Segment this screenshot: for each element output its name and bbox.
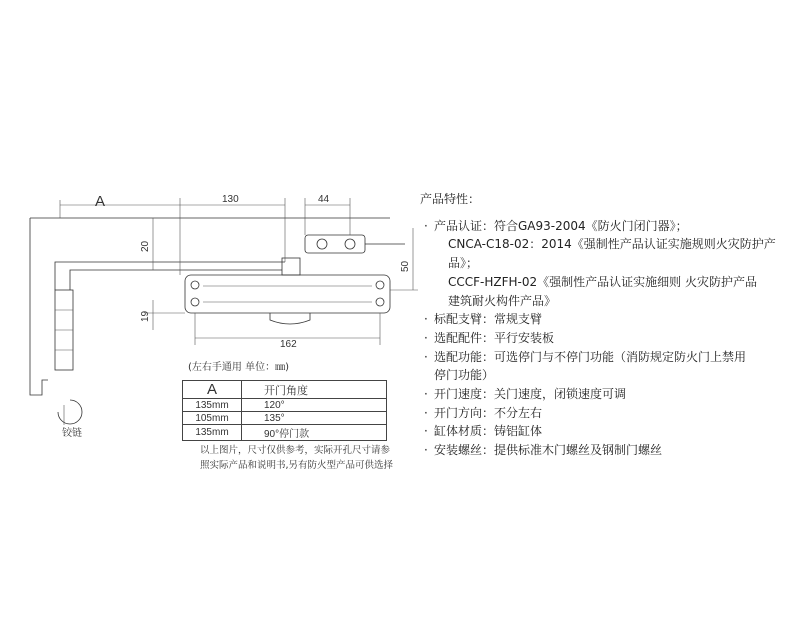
table-cell: 135mm — [183, 399, 242, 412]
feature-item — [420, 404, 800, 423]
bullet: · — [424, 387, 428, 402]
closer-body — [185, 275, 390, 313]
feature-item — [420, 329, 800, 348]
bullet: · — [424, 312, 428, 327]
size-note — [200, 443, 410, 473]
bullet: · — [424, 405, 428, 420]
features-title: 产品特性： — [420, 192, 481, 206]
feature-line: 选配功能：可选停门与不停门功能（消防规定防火门上禁用 — [434, 349, 747, 364]
feature-item — [420, 348, 800, 385]
feature-line: 产品认证：符合GA93-2004《防火门闭门器》； — [434, 218, 688, 233]
size-note-line: 以上图片，尺寸仅供参考，实际开孔尺寸请参 — [200, 445, 391, 456]
dim-20: 20 — [140, 240, 151, 252]
feature-item — [420, 422, 800, 441]
feature-item — [420, 441, 800, 460]
closer-valve — [270, 313, 310, 324]
bullet: · — [424, 349, 428, 364]
table-cell: 135mm — [183, 425, 242, 441]
dim-44: 44 — [318, 194, 330, 205]
dim-50: 50 — [400, 260, 411, 272]
feature-item — [420, 310, 800, 329]
product-features — [420, 190, 800, 460]
unit-note: (左右手通用 单位：㎜) — [188, 362, 289, 373]
table-header-row — [183, 381, 387, 399]
table-row — [183, 412, 387, 425]
feature-line: 选配配件：平行安装板 — [434, 330, 555, 345]
dim-19: 19 — [140, 310, 151, 322]
arm-bottom — [70, 270, 282, 290]
feature-line: CNCA-C18-02：2014《强制性产品认证实施规则火灾防护产品》； — [448, 237, 776, 271]
feature-line: 缸体材质：铸铝缸体 — [434, 424, 543, 439]
feature-item — [420, 217, 800, 311]
table-row — [183, 399, 387, 412]
table-cell: 120° — [242, 399, 387, 412]
hinge-arc — [58, 400, 82, 424]
feature-line: CCCF-HZFH-02《强制性产品认证实施细则 火灾防护产品 — [448, 274, 757, 289]
feature-line: 标配支臂：常规支臂 — [434, 312, 543, 327]
feature-line: 建筑耐火构件产品》 — [448, 293, 557, 308]
feature-line: 停门功能） — [434, 368, 495, 383]
bullet: · — [424, 424, 428, 439]
opening-angle-table — [182, 380, 387, 441]
hinge-label: 铰链 — [62, 428, 82, 439]
table-cell: 90°停门款 — [242, 425, 387, 441]
wall-profile — [30, 218, 48, 395]
table-row — [183, 425, 387, 441]
table-cell: 135° — [242, 412, 387, 425]
bracket — [305, 235, 365, 253]
feature-line: 开门方向：不分左右 — [434, 405, 543, 420]
table-header-a: A — [183, 381, 242, 399]
dim-a: A — [95, 193, 106, 210]
feature-line: 开门速度：关门速度，闭锁速度可调 — [434, 387, 627, 402]
bullet: · — [424, 330, 428, 345]
bullet: · — [424, 443, 428, 458]
dim-130: 130 — [222, 194, 239, 205]
table-cell: 105mm — [183, 412, 242, 425]
size-note-line: 照实际产品和说明书,另有防火型产品可供选择 — [200, 460, 394, 471]
table-header-angle: 开门角度 — [242, 381, 387, 399]
feature-line: 安装螺丝：提供标准木门螺丝及钢制门螺丝 — [434, 443, 663, 458]
dim-162: 162 — [280, 339, 297, 350]
feature-item — [420, 385, 800, 404]
bullet: · — [424, 218, 428, 233]
